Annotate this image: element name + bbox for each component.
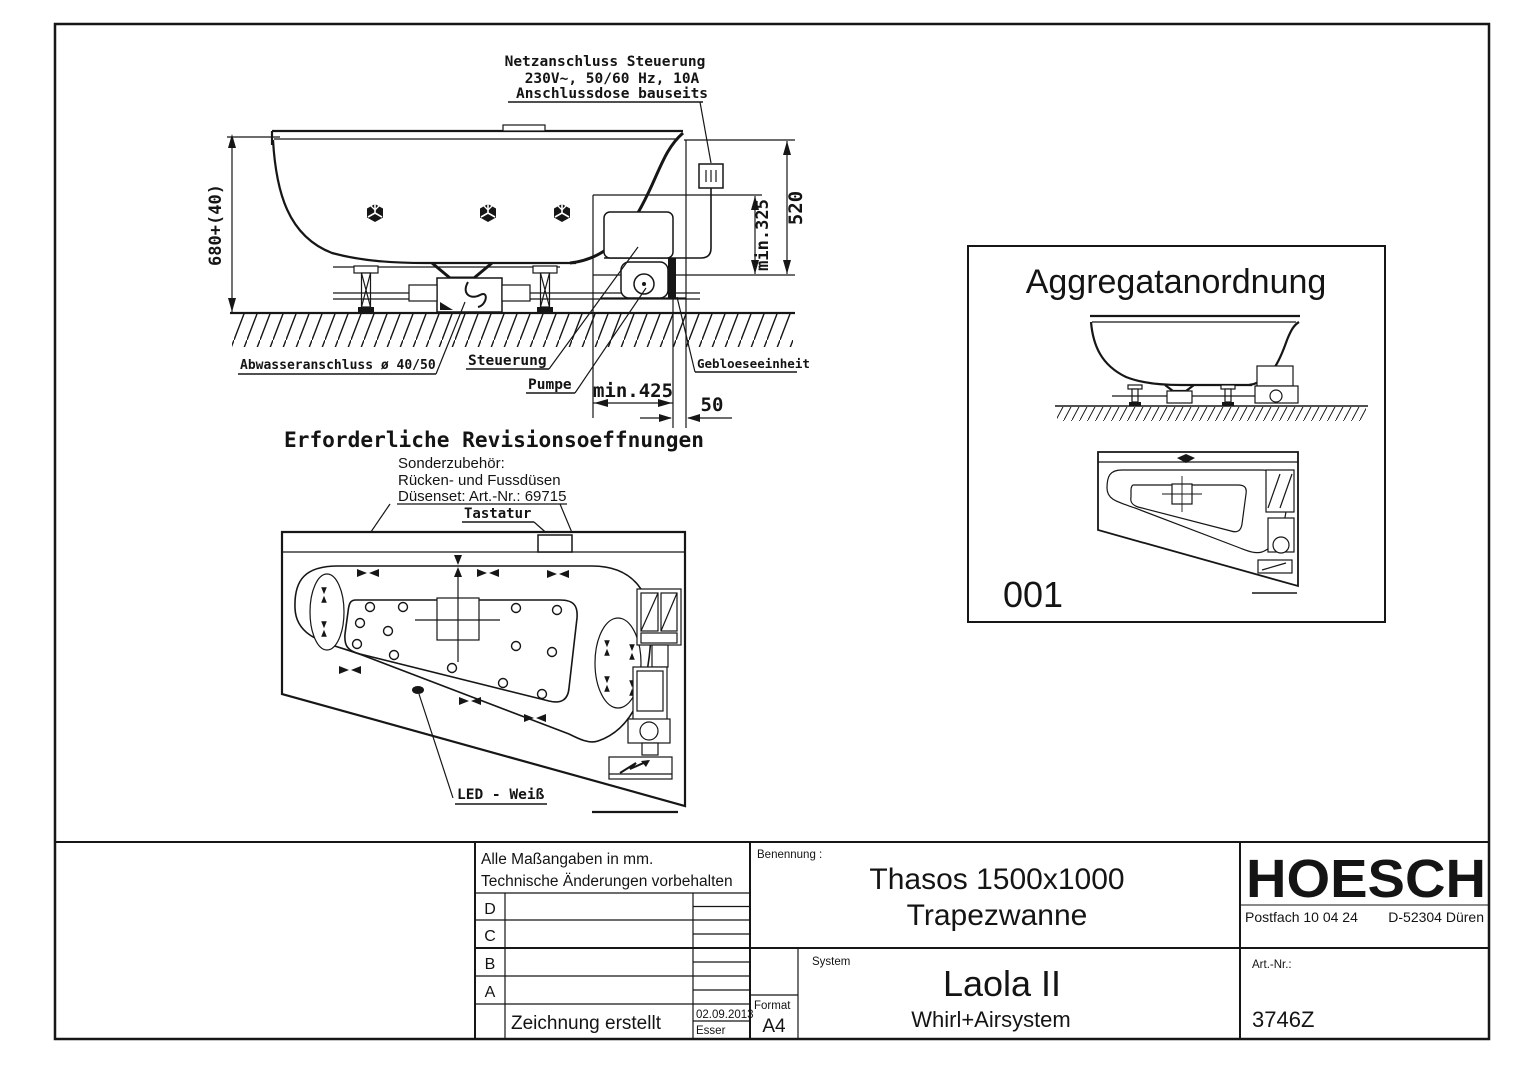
brand-logo: HOESCH: [1246, 849, 1486, 909]
power-socket-icon: [699, 164, 723, 188]
system-label: System: [812, 956, 851, 968]
system-subtitle: Whirl+Airsystem: [911, 1007, 1071, 1032]
dim-50-label: 50: [700, 394, 724, 416]
ground-hatch: [232, 314, 793, 347]
revision-row-c: C: [484, 928, 496, 945]
dim-min325-label: min.325: [753, 199, 773, 271]
keypad-label: Tastatur: [464, 506, 532, 522]
artno-value: 3746Z: [1252, 1007, 1315, 1032]
blower-unit: [668, 258, 676, 298]
led-dot: [412, 686, 424, 694]
revision-row-b: B: [484, 956, 496, 973]
power-note-line3: Anschlussdose bauseits: [515, 86, 709, 102]
system-name: Laola II: [942, 963, 1062, 1004]
aggregat-number: 001: [1003, 574, 1064, 615]
artno-label: Art.-Nr.:: [1252, 959, 1292, 971]
created-label: Zeichnung erstellt: [511, 1013, 661, 1034]
product-name-line1: Thasos 1500x1000: [869, 863, 1125, 896]
format-label: Format: [754, 1000, 791, 1012]
drain-label: Abwasseranschluss ø 40/50: [240, 358, 436, 373]
revision-row-d: D: [484, 901, 496, 918]
blower-unit-plan: [637, 589, 681, 645]
name-label: Benennung :: [757, 849, 823, 861]
dimension-min425: [593, 380, 673, 407]
revision-row-a: A: [484, 984, 496, 1001]
note-line1: Alle Maßangaben in mm.: [481, 851, 654, 868]
blower-label: Gebloeseeinheit: [697, 356, 810, 371]
aggregat-title: Aggregatanordnung: [1025, 263, 1327, 301]
led-label: LED - Weiß: [457, 787, 545, 803]
power-note-line1: Netzanschluss Steuerung: [504, 54, 706, 70]
pump-unit-plan: [628, 667, 670, 755]
power-note-line2: 230V~, 50/60 Hz, 10A: [524, 71, 700, 87]
created-date: 02.09.2013: [696, 1009, 754, 1021]
accessory-line2: Rücken- und Fussdüsen: [398, 472, 561, 489]
product-name-line2: Trapezwanne: [906, 899, 1088, 932]
format-value: A4: [762, 1016, 786, 1037]
keypad: [538, 535, 572, 552]
accessory-line3: Düsenset: Art.-Nr.: 69715: [398, 488, 567, 505]
created-by: Esser: [696, 1025, 726, 1037]
aggregat-panel: [968, 246, 1385, 622]
pump-unit: [621, 262, 668, 298]
dim-520-label: 520: [785, 190, 807, 226]
accessory-line1: Sonderzubehör:: [398, 455, 505, 472]
brand-city: D-52304 Düren: [1388, 909, 1484, 925]
pump-label: Pumpe: [528, 377, 572, 393]
control-label: Steuerung: [468, 353, 547, 369]
brand-address: Postfach 10 04 24: [1245, 909, 1358, 925]
electrical-box: [609, 757, 672, 779]
revision-heading: Erforderliche Revisionsoeffnungen: [284, 428, 704, 452]
note-line2: Technische Änderungen vorbehalten: [481, 873, 733, 890]
hose-connector: [652, 645, 668, 667]
dimension-min325: [751, 196, 773, 274]
nozzle-zone-left: [310, 574, 344, 650]
dim-height-label: 680+(40): [206, 184, 226, 266]
dim-min425-label: min.425: [592, 380, 674, 402]
control-box: [604, 212, 673, 258]
